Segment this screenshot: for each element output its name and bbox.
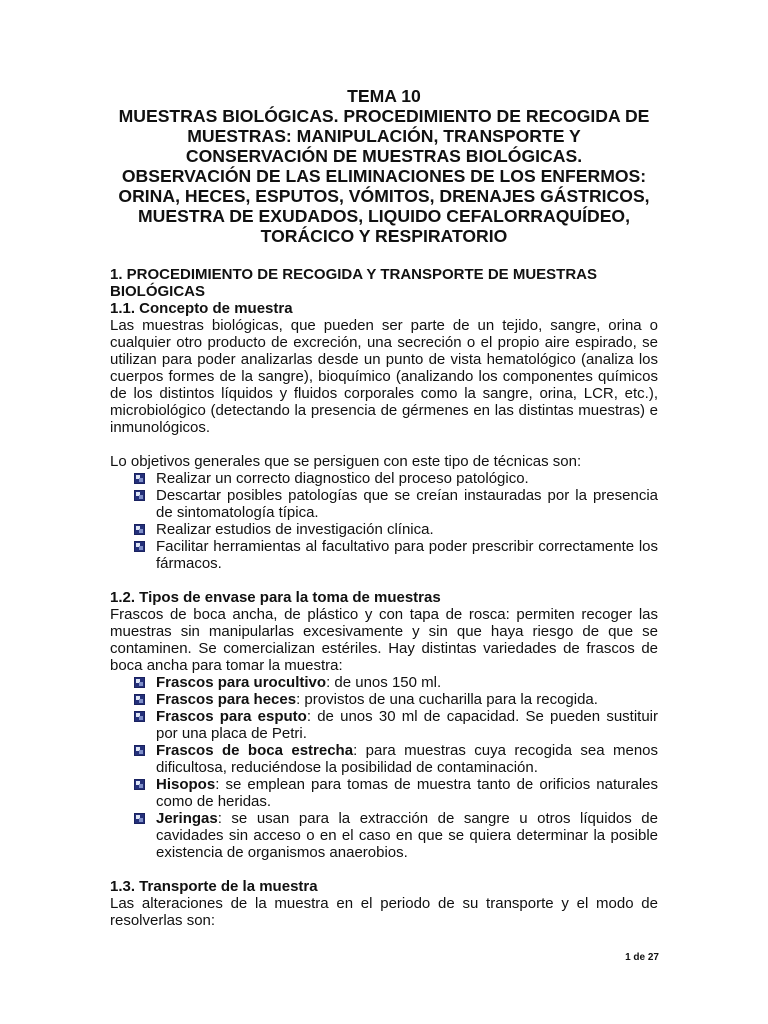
list-item: [134, 810, 658, 861]
list-item: [134, 470, 658, 487]
square-bullet-icon: [134, 779, 145, 790]
title-line: MUESTRAS BIOLÓGICAS. PROCEDIMIENTO DE RECOGIDA DE: [118, 106, 650, 126]
transporte-paragraph: Las alteraciones de la muestra en el periodo de su transporte y el modo de resolverlas son:: [110, 895, 658, 929]
list-item-desc: : se usan para la extracción de sangre u otros líquidos de cavidades sin acceso o en el caso en que se quiera determinar la posible existencia de organismos anaerobios.: [156, 810, 658, 861]
section-heading: 1. PROCEDIMIENTO DE RECOGIDA Y TRANSPORTE DE MUESTRAS BIOLÓGICAS: [110, 266, 598, 300]
list-item-desc: : provistos de una cucharilla para la recogida.: [296, 691, 598, 708]
document-title: [102, 86, 666, 246]
list-item-text: Realizar un correcto diagnostico del proceso patológico.: [156, 470, 529, 487]
envases-list: [110, 674, 658, 861]
square-bullet-icon: [134, 490, 145, 501]
list-item: [134, 487, 658, 521]
list-item-text: Realizar estudios de investigación clínica.: [156, 521, 434, 538]
square-bullet-icon: [134, 524, 145, 535]
list-item-term: Frascos de boca estrecha: [156, 742, 354, 759]
list-item-desc: : de unos 150 ml.: [326, 674, 442, 691]
square-bullet-icon: [134, 711, 145, 722]
list-item: [134, 674, 658, 691]
square-bullet-icon: [134, 541, 145, 552]
subsection-heading-transporte: 1.3. Transporte de la muestra: [110, 878, 318, 895]
subsection-heading-concepto: 1.1. Concepto de muestra: [110, 300, 293, 317]
objectives-list: [110, 470, 658, 572]
title-line: TEMA 10: [347, 86, 421, 106]
square-bullet-icon: [134, 813, 145, 824]
square-bullet-icon: [134, 745, 145, 756]
square-bullet-icon: [134, 677, 145, 688]
objectives-intro: Lo objetivos generales que se persiguen con este tipo de técnicas son:: [110, 453, 582, 470]
list-item-text: Descartar posibles patologías que se creían instauradas por la presencia de sintomatología típica.: [156, 487, 658, 521]
square-bullet-icon: [134, 473, 145, 484]
list-item: [134, 776, 658, 810]
list-item-term: Frascos para urocultivo: [156, 674, 327, 691]
list-item-term: Frascos para esputo: [156, 708, 307, 725]
title-line: TORÁCICO Y RESPIRATORIO: [260, 226, 508, 246]
title-line: CONSERVACIÓN DE MUESTRAS BIOLÓGICAS.: [185, 146, 583, 166]
envases-paragraph: Frascos de boca ancha, de plástico y con tapa de rosca: permiten recoger las muestras sin manipularlas excesivamente y sin que haya riesgo de que se contaminen. Se comercializan estériles. Hay distintas variedades de frascos de boca ancha para tomar la muestra:: [110, 606, 658, 674]
title-line: OBSERVACIÓN DE LAS ELIMINACIONES DE LOS ENFERMOS:: [121, 166, 647, 186]
list-item-desc: : se emplean para tomas de muestra tanto de orificios naturales como de heridas.: [156, 776, 658, 810]
list-item: [134, 708, 658, 742]
title-line: ORINA, HECES, ESPUTOS, VÓMITOS, DRENAJES GÁSTRICOS,: [118, 186, 650, 206]
list-item: [134, 521, 658, 538]
list-item-desc: : de unos 30 ml de capacidad. Se pueden sustituir por una placa de Petri.: [156, 708, 659, 742]
page-number: 1 de 27: [625, 952, 659, 963]
list-item: [134, 691, 658, 708]
list-item: [134, 538, 658, 572]
list-item: [134, 742, 658, 776]
list-item-text: Facilitar herramientas al facultativo para poder prescribir correctamente los fármacos.: [156, 538, 658, 572]
title-line: MUESTRAS: MANIPULACIÓN, TRANSPORTE Y: [187, 126, 581, 146]
list-item-term: Jeringas: [156, 810, 218, 827]
list-item-term: Frascos para heces: [156, 691, 297, 708]
list-item-term: Hisopos: [156, 776, 216, 793]
concepto-paragraph: Las muestras biológicas, que pueden ser parte de un tejido, sangre, orina o cualquier otro producto de excreción, una secreción o el propio aire espirado, se utilizan para poder analizarlas desde un punto de vista hematológico (analiza los cuerpos formes de la sangre), bioquímico (analizando los componentes químicos de los distintos líquidos y fluidos corporales como la sangre, orina, LCR, etc.), microbiológico (detectando la presencia de gérmenes en las distintas muestras) e inmunológicos.: [110, 317, 658, 436]
title-line: MUESTRA DE EXUDADOS, LIQUIDO CEFALORRAQUÍDEO,: [138, 206, 630, 226]
square-bullet-icon: [134, 694, 145, 705]
subsection-heading-envases: 1.2. Tipos de envase para la toma de muestras: [110, 589, 441, 606]
list-item-desc: : para muestras cuya recogida sea menos dificultosa, reduciéndose la posibilidad de contaminación.: [156, 742, 659, 776]
